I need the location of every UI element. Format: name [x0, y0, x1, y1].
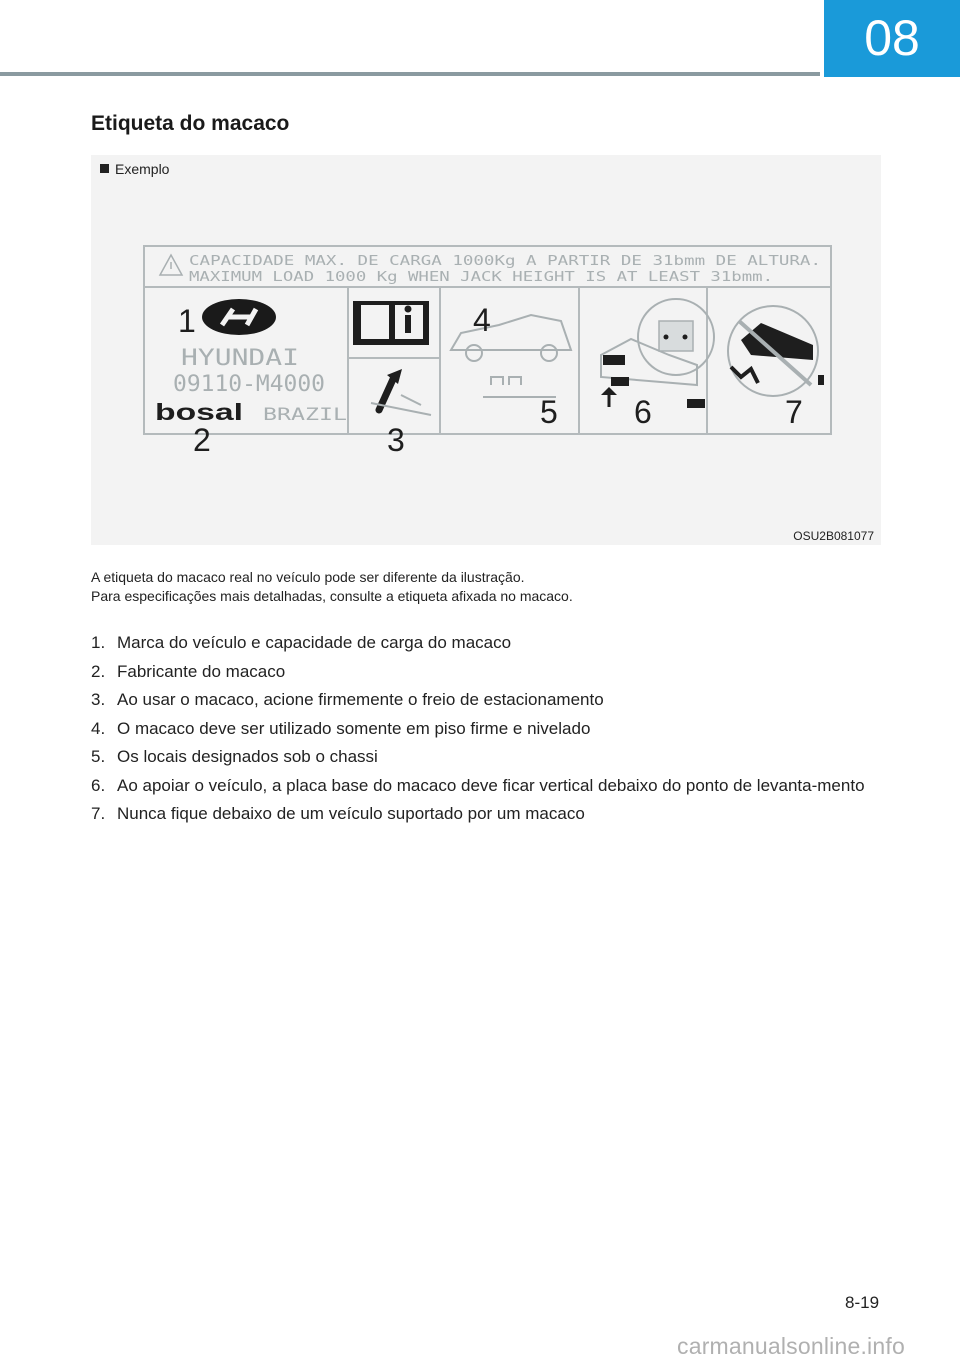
list-item-number: 1. [91, 633, 106, 652]
figure-code: OSU2B081077 [793, 529, 874, 543]
callout-number-3: 3 [387, 422, 405, 458]
list-item-number: 5. [91, 747, 106, 766]
chapter-tab: 08 [824, 0, 960, 77]
label-country: BRAZIL [263, 405, 347, 425]
figure-note [91, 568, 573, 606]
list-item [91, 802, 881, 825]
list-item-number: 3. [91, 690, 106, 709]
callout-number-4: 4 [473, 302, 491, 338]
list-item-number: 4. [91, 718, 106, 738]
note-line: Para especificações mais detalhadas, consulte a etiqueta afixada no macaco. [91, 588, 573, 604]
list-item-text: O macaco deve ser utilizado somente em piso firme e nivelado [117, 718, 591, 738]
list-item-number: 6. [91, 775, 106, 795]
list-item-number: 7. [91, 804, 106, 823]
watermark: carmanualsonline.info [677, 1333, 905, 1359]
list-item [91, 745, 881, 768]
callout-number-1: 1 [178, 303, 196, 339]
callout-number-5: 5 [540, 394, 558, 430]
jack-label-illustration [91, 155, 881, 545]
list-item-text: Os locais designados sob o chassi [117, 747, 378, 766]
note-line: A etiqueta do macaco real no veículo pode ser diferente da ilustração. [91, 569, 525, 585]
label-legend-list [91, 631, 881, 831]
list-item [91, 717, 881, 740]
label-part-number: 09110-M4000 [173, 372, 325, 397]
list-item [91, 660, 881, 683]
list-item-text: Ao usar o macaco, acione firmemente o freio de estacionamento [117, 690, 604, 709]
list-item [91, 631, 881, 654]
list-item [91, 774, 881, 797]
label-text-pt: CAPACIDADE MAX. DE CARGA 1000Kg A PARTIR DE 31bmm DE ALTURA. [189, 253, 821, 269]
list-item [91, 688, 881, 711]
figure-caption-text: Exemplo [115, 161, 170, 177]
page-number: 8-19 [845, 1293, 880, 1312]
parking-brake-icon [371, 369, 431, 415]
list-item-text: Fabricante do macaco [117, 661, 286, 681]
owner-manual-icon [353, 301, 429, 345]
label-text-en: MAXIMUM LOAD 1000 Kg WHEN JACK HEIGHT IS AT LEAST 31bmm. [189, 269, 773, 285]
list-item-text: Ao apoiar o veículo, a placa base do macaco deve ficar vertical debaixo do ponto de levanta-mento [117, 775, 865, 795]
car-on-level-ground-icon [451, 315, 571, 397]
header-rule [0, 72, 820, 76]
callout-number-6: 6 [634, 394, 652, 430]
callout-number-7: 7 [785, 394, 803, 430]
no-person-under-vehicle-icon [728, 306, 824, 396]
maker-logo: bosal [155, 399, 243, 425]
list-item-text: Nunca fique debaixo de um veículo suportado por um macaco [117, 804, 585, 823]
list-item-number: 2. [91, 661, 106, 681]
jack-label-figure [91, 155, 881, 545]
callout-number-2: 2 [193, 422, 211, 458]
list-item-text: Marca do veículo e capacidade de carga do macaco [117, 633, 512, 652]
label-brand: HYUNDAI [181, 346, 299, 371]
jack-position-icon [601, 299, 714, 408]
section-title: Etiqueta do macaco [91, 112, 290, 135]
